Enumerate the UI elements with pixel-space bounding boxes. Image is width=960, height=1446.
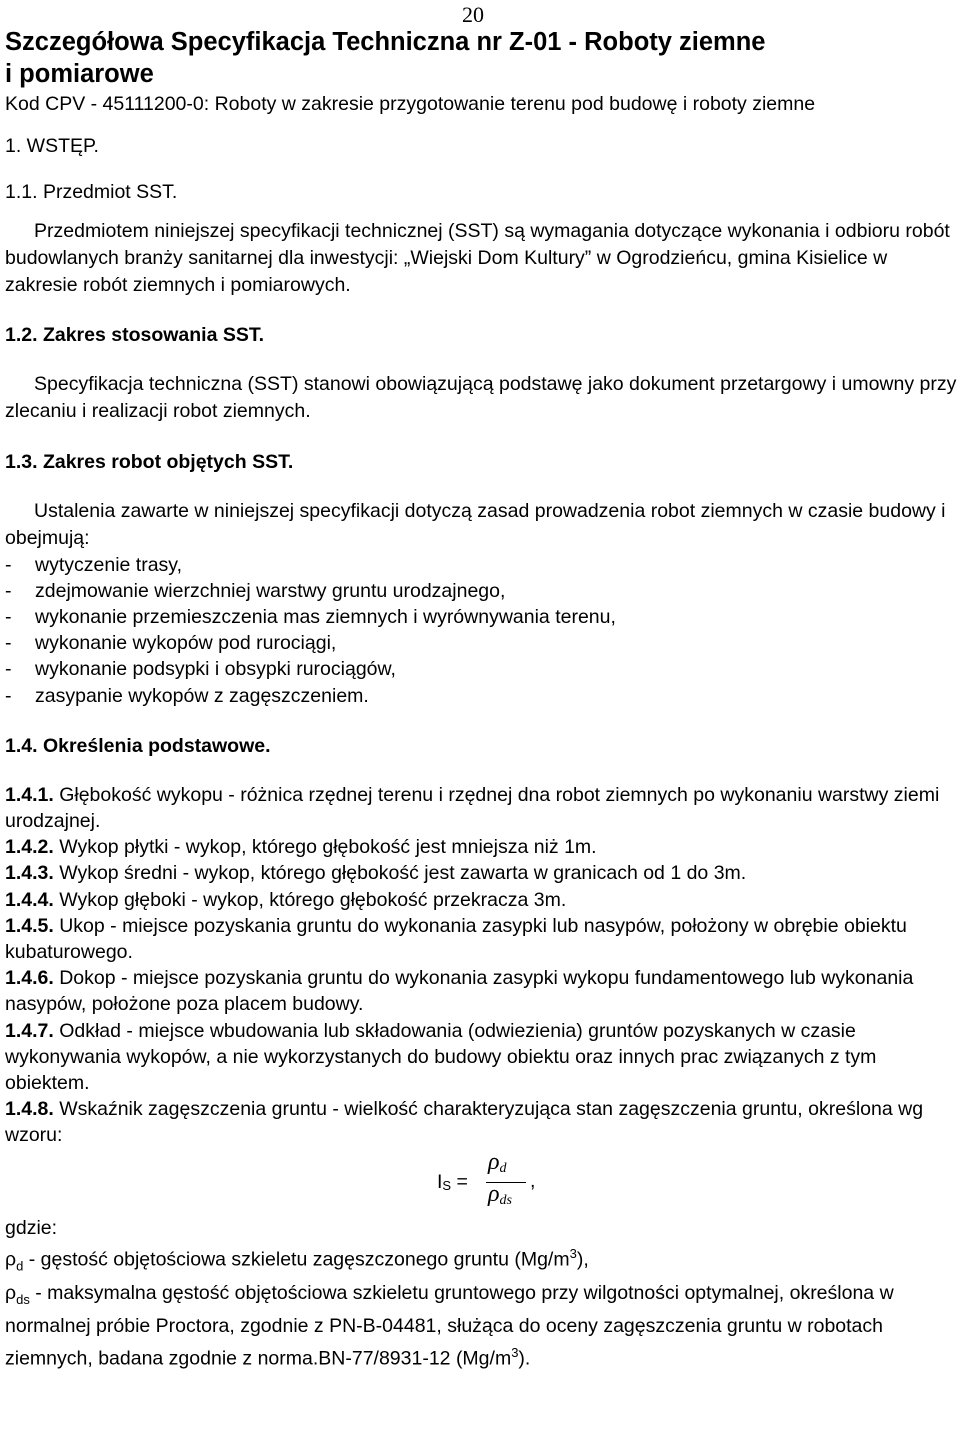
cpv-code: Kod CPV - 45111200-0: Roboty w zakresie przygotowanie terenu pod budowę i roboty ziemne — [5, 93, 816, 115]
section-1-heading: 1. WSTĘP. — [5, 135, 99, 157]
list-dash: - — [5, 658, 12, 681]
list-item: - wytyczenie trasy, — [5, 552, 957, 578]
definition-item: 1.4.4. Wykop głęboki - wykop, którego głębokość przekracza 3m. — [5, 888, 567, 911]
definition-item: 1.4.8. Wskaźnik zagęszczenia gruntu - wielkość charakteryzująca stan zagęszczenia gruntu, określona wg wzoru: — [5, 1098, 924, 1147]
formula-comma: , — [530, 1169, 536, 1192]
title-line-1: Szczegółowa Specyfikacja Techniczna nr Z-01 - Roboty ziemne — [5, 28, 766, 56]
list-dash: - — [5, 605, 12, 628]
formula-lhs: $I_S$ = — [437, 1170, 468, 1193]
document-body — [5, 26, 957, 1371]
section-1-3-text: Ustalenia zawarte w niniejszej specyfikacji dotyczą zasad prowadzenia robot ziemnych w czasie budowy i obejmują: — [5, 499, 946, 549]
compaction-formula — [5, 1148, 957, 1215]
list-item: - zdejmowanie wierzchniej warstwy gruntu urodzajnego, — [5, 578, 957, 604]
section-1-2-text: Specyfikacja techniczna (SST) stanowi obowiązującą podstawę jako dokument przetargowy i umowny przy zlecaniu i realizacji robot ziemnych. — [5, 373, 957, 423]
legend-where: gdzie: — [5, 1216, 58, 1239]
page-number: 20 — [462, 2, 484, 27]
title-line-2: i pomiarowe — [5, 60, 154, 88]
legend-rho-ds: $\rho_{ds}$ - maksymalna gęstość objętościowa szkieletu gruntowego przy wilgotności optymalnej, określona w normalnej próbie Proctora, zgodnie z PN-B-04481, służąca do oceny zagęszczenia gruntu w robotach ziemnych, badana zgodnie z norma.BN-77/8931-12 $(Mg/m^3)$. — [5, 1281, 894, 1370]
definition-item: 1.4.7. Odkład - miejsce wbudowania lub składowania (odwiezienia) gruntów pozyskanych w czasie wykonywania wykopów, a nie wykorzystanych do budowy obiektu oraz innych prac związanych z tym obiektem. — [5, 1019, 877, 1095]
document-title — [5, 26, 957, 90]
section-1-4-heading: 1.4. Określenia podstawowe. — [5, 734, 271, 757]
section-1-1-heading: 1.1. Przedmiot SST. — [5, 181, 178, 203]
section-1-3-heading: 1.3. Zakres robot objętych SST. — [5, 450, 294, 473]
definition-item: 1.4.3. Wykop średni - wykop, którego głębokość jest zawarta w granicach od 1 do 3m. — [5, 862, 747, 885]
scope-list — [5, 552, 957, 709]
list-dash: - — [5, 632, 12, 655]
list-dash: - — [5, 684, 12, 707]
list-dash: - — [5, 579, 12, 602]
definition-item: 1.4.2. Wykop płytki - wykop, którego głębokość jest mniejsza niż 1m. — [5, 836, 597, 859]
list-item: - wykonanie podsypki i obsypki rurociągów, — [5, 656, 957, 682]
definition-item: 1.4.5. Ukop - miejsce pozyskania gruntu do wykonania zasypki lub nasypów, położony w obrębie obiektu kubaturowego. — [5, 914, 907, 964]
definitions-list — [5, 782, 957, 1149]
section-1-2-heading: 1.2. Zakres stosowania SST. — [5, 324, 265, 347]
definition-item: 1.4.6. Dokop - miejsce pozyskania gruntu do wykonania zasypki wykopu fundamentowego lub wykonania nasypów, położone poza placem budowy. — [5, 967, 914, 1016]
definition-item: 1.4.1. Głębokość wykopu - różnica rzędnej terenu i rzędnej dna robot ziemnych po wykonaniu warstwy ziemi urodzajnej. — [5, 783, 940, 832]
list-dash: - — [5, 553, 12, 576]
formula-numerator: $\rho_d$ — [488, 1148, 507, 1176]
formula-legend — [5, 1215, 957, 1372]
formula-denominator: $\rho_{ds}$ — [488, 1180, 512, 1208]
list-item: - wykonanie wykopów pod rurociągi, — [5, 630, 957, 656]
section-1-1-text: Przedmiotem niniejszej specyfikacji technicznej (SST) są wymagania dotyczące wykonania i odbioru robót budowlanych branży sanitarnej dla inwestycji: „Wiejski Dom Kultury” w Ogrodzieńcu, gmina Kisielice w zakresie robót ziemnych i pomiarowych. — [5, 220, 950, 296]
legend-rho-d: $\rho_d$ - gęstość objętościowa szkieletu zagęszczonego gruntu $(Mg/m^3)$, — [5, 1246, 589, 1274]
list-item: - wykonanie przemieszczenia mas ziemnych i wyrównywania terenu, — [5, 604, 957, 630]
list-item: - zasypanie wykopów z zagęszczeniem. — [5, 683, 957, 709]
